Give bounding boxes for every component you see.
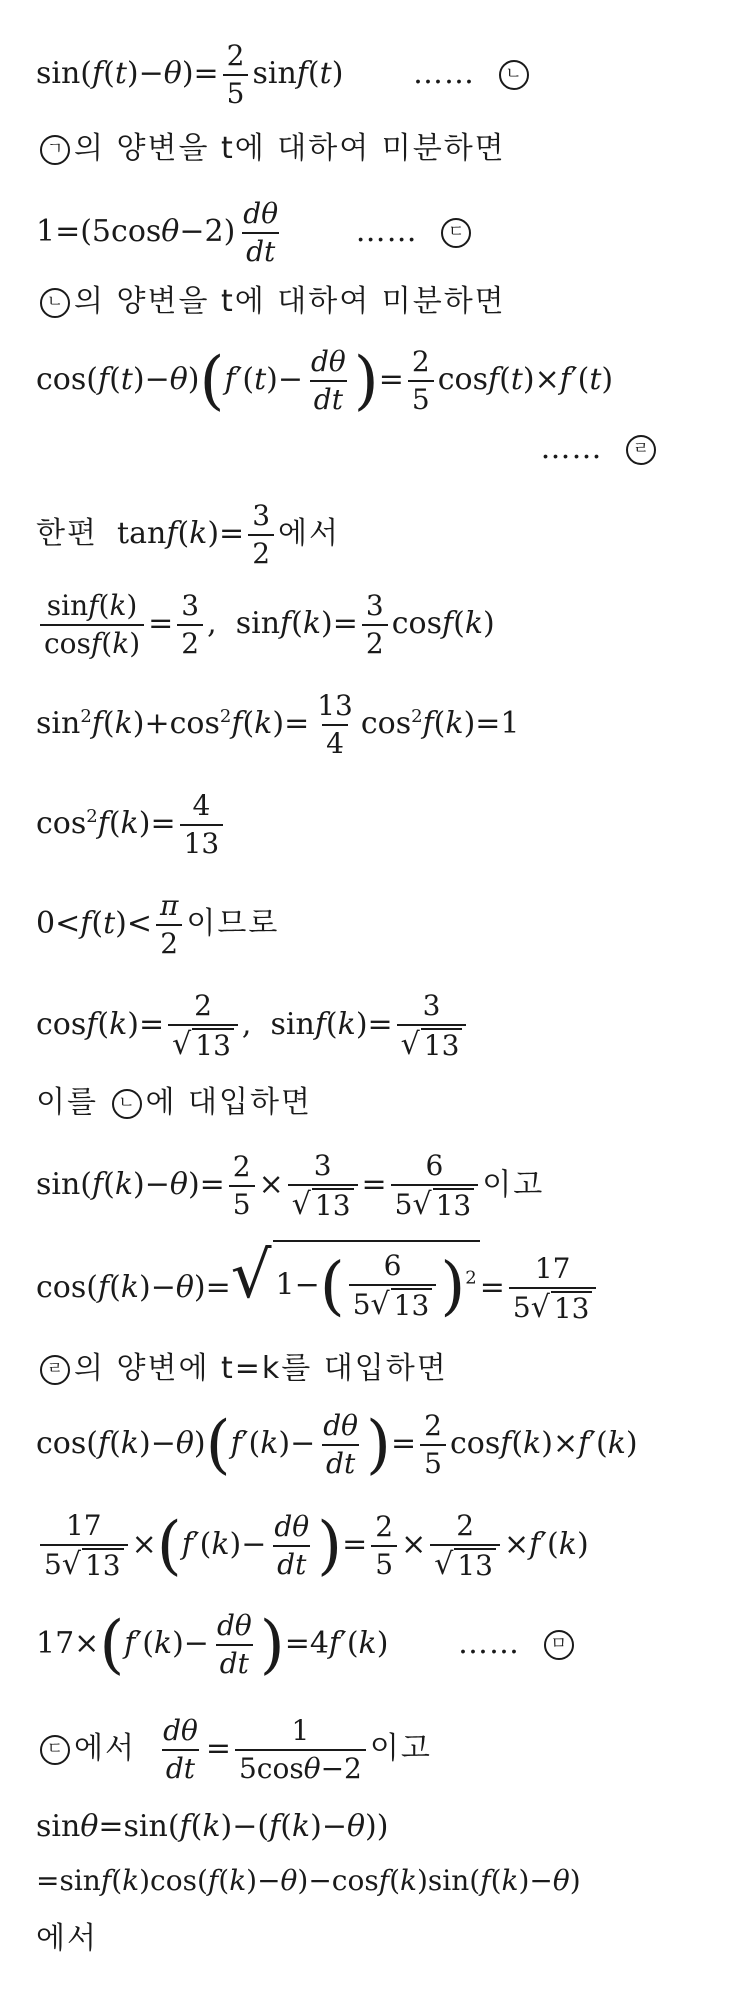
ellipsis: …… [458,1626,520,1662]
circled-label: ㅁ [544,1630,574,1660]
eq-line-21: sinθ=sin(f(k)−(f(k)−θ)) [36,1809,389,1844]
tag-line-6 [36,432,660,467]
korean-text: 의 양변을 t에 대하여 미분하면 [74,284,506,319]
korean-text: 한편 [36,516,98,552]
eq-line-14: sin(f(k)−θ)= $\frac{2}{5}$ × 3 √ 13 = 6 5 √ 13 이고 [36,1149,545,1223]
eq-line-3: 1=(5cosθ−2) $\frac{d\theta}{dt}$ …… ㄷ [36,198,722,268]
eq-line-17: cos(f(k)−θ)(f′(k)− $\frac{d\theta}{dt}$ )= $\frac{2}{5}$ cosf(k)×f′(k) [36,1408,638,1483]
text-line-16 [36,1352,722,1387]
eq-line-18: 17 5 √ 13 ×(f′(k)− $\frac{d\theta}{dt}$ )= $\frac{2}{5}$ × 2 √ 13 ×f′(k) [36,1510,722,1583]
text-line-4 [36,285,722,320]
circled-label: ㄹ [626,435,656,465]
korean-text: 에서 [278,516,340,552]
korean-text: 이고 [369,1731,432,1767]
text-line-2 [36,132,722,167]
circled-label: ㄷ [441,218,471,248]
korean-text: 이므로 [186,906,280,942]
eq-line-11: 0<f(t)< $\frac{\pi}{2}$ 이므로 [36,889,280,961]
circled-label: ㄴ [499,60,529,90]
circled-label: ㄴ [40,288,70,318]
korean-text: 에서 [36,1921,98,1956]
korean-text: 에 대입하면 [145,1085,312,1120]
eq-line-7: 한편 tanf(k)= $\frac{3}{2}$ 에서 [36,499,340,571]
korean-text: 이를 [36,1085,98,1120]
eq-line-12: cosf(k)= 2 √ 13 , sinf(k)= 3 √ 13 [36,990,722,1063]
korean-text: 의 양변에 t=k를 대입하면 [74,1351,448,1386]
eq-line-8: $\frac{\sin f(k)}{\cos f(k)}$ = $\frac{3}{2}$ , sinf(k)= $\frac{3}{2}$ cosf(k) [36,590,722,660]
circled-label: ㄷ [40,1735,70,1765]
eq-line-19: 17×(f′(k)− $\frac{d\theta}{dt}$ )=4f′(k) …… ㅁ [36,1610,722,1680]
ellipsis: …… [412,56,475,92]
eq-line-9: $\sin^2f(k)+\cos^2f(k)=$ $\frac{13}{4}$ $\cos^2f(k)=1$ [36,689,520,761]
eq-line-22: =sinf(k)cos(f(k)−θ)−cosf(k)sin(f(k)−θ) [36,1864,581,1897]
korean-text: 의 양변을 t에 대하여 미분하면 [74,131,506,166]
text-line-13 [36,1086,722,1121]
korean-text: 에서 [74,1731,136,1767]
korean-text: 이고 [482,1167,545,1203]
ellipsis: …… [355,214,418,250]
circled-label: ㄱ [40,135,70,165]
eq-line-15: cos(f(k)−θ)= √ 1−( 6 5 √ 13 )$^2$ = 17 5 √ 13 [36,1240,722,1325]
eq-line-1: sin(f(t)−θ)= $\frac{2}{5}$ sinf(t) …… ㄴ [36,40,722,110]
eq-line-5: cos(f(t)−θ)(f′(t)− $\frac{d\theta}{dt}$ )= $\frac{2}{5}$ cosf(t)×f′(t) [36,344,614,419]
circled-label: ㄹ [40,1355,70,1385]
eq-line-10: $\cos^2f(k)=$ $\frac{4}{13}$ [36,790,722,860]
eq-line-20: ㄷ 에서 $\frac{d\theta}{dt}$ = $\frac{1}{5\cos\theta-2}$ 이고 [36,1715,722,1785]
text-line-23 [36,1922,722,1957]
ellipsis: …… [540,431,603,466]
circled-label: ㄴ [112,1089,142,1119]
